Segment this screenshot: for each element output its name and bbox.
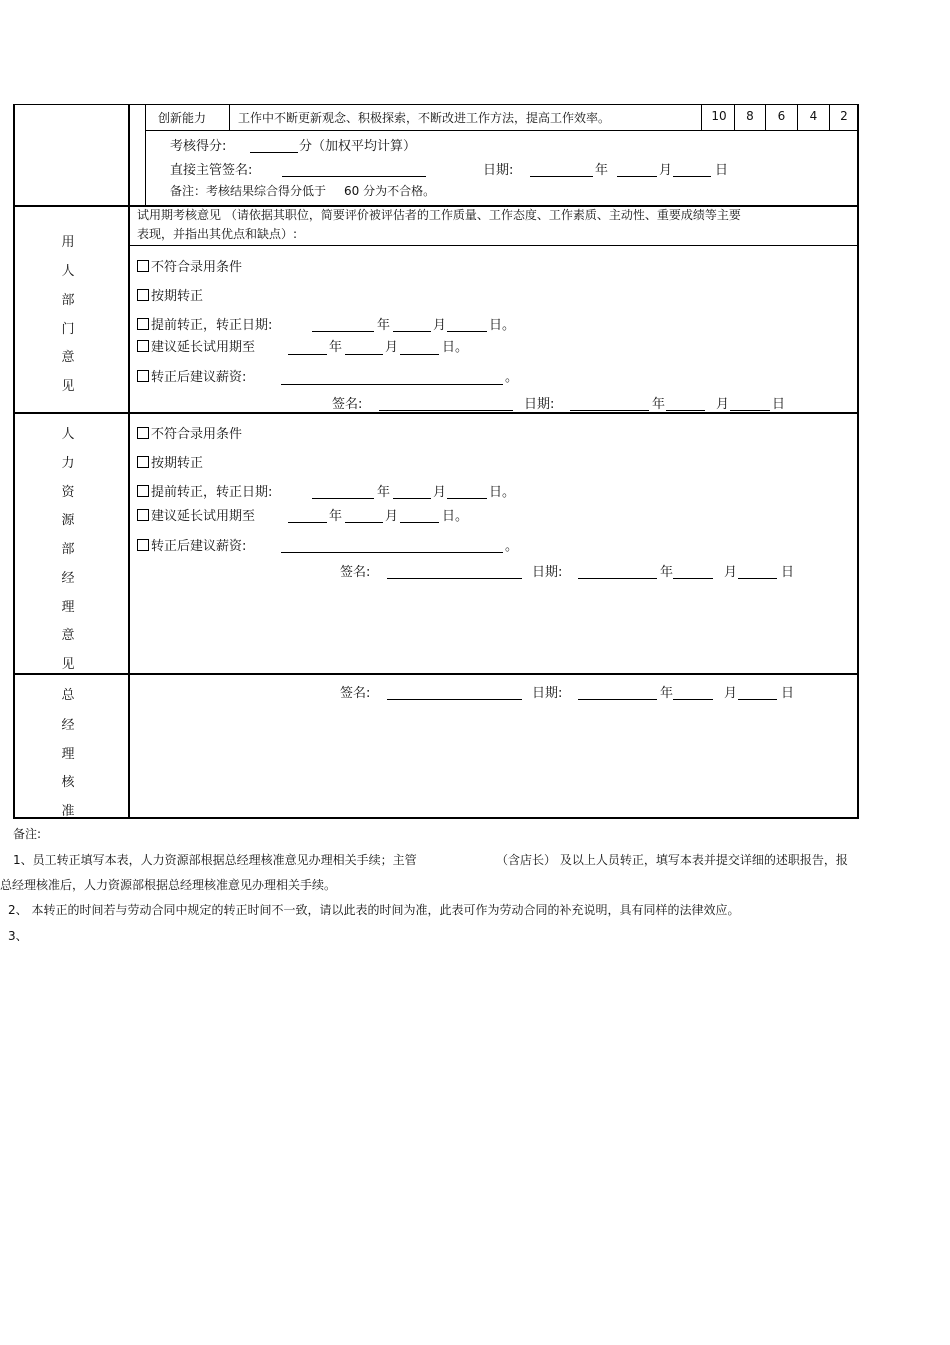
day-field[interactable] bbox=[673, 176, 711, 177]
gm-sign-field[interactable] bbox=[387, 699, 522, 700]
hr-month-field[interactable] bbox=[673, 578, 713, 579]
supervisor-sign-label: 直接主管签名: bbox=[170, 163, 253, 178]
gm-day-field[interactable] bbox=[738, 699, 777, 700]
sign-label: 签名: bbox=[340, 565, 371, 580]
checkbox[interactable] bbox=[137, 509, 149, 521]
month-label: 月 bbox=[659, 163, 673, 178]
month-label: 月 bbox=[724, 686, 738, 701]
day-label: 日 bbox=[781, 686, 795, 701]
dept-option-extend[interactable]: 建议延长试用期至 bbox=[137, 336, 255, 355]
dept-label-char: 门 bbox=[61, 322, 75, 337]
date-label: 日期: bbox=[532, 686, 563, 701]
dept-day-field[interactable] bbox=[730, 410, 770, 411]
criterion-name: 创新能力 bbox=[158, 111, 207, 125]
score-option: 10 bbox=[711, 109, 727, 123]
hr-extend-month-field[interactable] bbox=[345, 522, 383, 523]
year-field[interactable] bbox=[530, 176, 593, 177]
year-label: 年 bbox=[377, 485, 391, 500]
notes-title: 备注: bbox=[13, 827, 42, 841]
score-label: 考核得分: bbox=[170, 139, 227, 154]
sign-label: 签名: bbox=[340, 686, 371, 701]
hr-year-field[interactable] bbox=[578, 578, 657, 579]
gm-label-char: 经 bbox=[61, 718, 75, 733]
checkbox[interactable] bbox=[137, 456, 149, 468]
dept-extend-day-field[interactable] bbox=[400, 354, 439, 355]
checkbox[interactable] bbox=[137, 318, 149, 330]
sign-label: 签名: bbox=[332, 397, 363, 412]
checkbox[interactable] bbox=[137, 260, 149, 272]
day-label: 日 bbox=[715, 163, 729, 178]
period: 。 bbox=[505, 370, 519, 385]
criterion-description: 工作中不断更新观念、积极探索，不断改进工作方法，提高工作效率。 bbox=[238, 111, 611, 125]
checkbox[interactable] bbox=[137, 340, 149, 352]
note-1-part-b: （含店长） 及以上人员转正，填写本表并提交详细的述职报告，报 bbox=[496, 853, 848, 867]
hr-label-char: 源 bbox=[61, 513, 75, 528]
checkbox[interactable] bbox=[137, 427, 149, 439]
hr-label-char: 部 bbox=[61, 542, 75, 557]
score-option: 2 bbox=[840, 109, 848, 123]
gm-label-char: 总 bbox=[61, 688, 75, 703]
score-option: 6 bbox=[777, 109, 786, 123]
hr-extend-year-field[interactable] bbox=[288, 522, 327, 523]
year-label: 年 bbox=[595, 163, 609, 178]
gm-label-char: 理 bbox=[61, 747, 75, 762]
dept-label-char: 人 bbox=[61, 264, 75, 279]
dept-label-char: 部 bbox=[61, 293, 75, 308]
hr-early-year-field[interactable] bbox=[312, 498, 374, 499]
dept-salary-field[interactable] bbox=[281, 384, 503, 385]
hr-label-char: 经 bbox=[61, 571, 75, 586]
score-option: 8 bbox=[746, 109, 754, 123]
dept-option-salary[interactable]: 转正后建议薪资: bbox=[137, 366, 246, 385]
day-label: 日 bbox=[772, 397, 786, 412]
hr-label-char: 资 bbox=[61, 485, 75, 500]
date-label: 日期: bbox=[532, 565, 563, 580]
hr-option-ontime[interactable]: 按期转正 bbox=[137, 452, 203, 471]
note-2: 2、 本转正的时间若与劳动合同中规定的转正时间不一致，请以此表的时间为准，此表可作为劳动合同的补充说明，具有同样的法律效应。 bbox=[8, 903, 740, 917]
gm-label-char: 准 bbox=[61, 804, 75, 819]
note-1-part-c: 总经理核准后，人力资源部根据总经理核准意见办理相关手续。 bbox=[0, 878, 337, 892]
day-label: 日 bbox=[781, 565, 795, 580]
month-label: 月 bbox=[385, 509, 399, 524]
year-label: 年 bbox=[329, 509, 343, 524]
year-label: 年 bbox=[660, 686, 674, 701]
score-unit: 分（加权平均计算） bbox=[299, 139, 417, 154]
dept-extend-month-field[interactable] bbox=[345, 354, 383, 355]
hr-label-char: 人 bbox=[61, 427, 75, 442]
dept-year-field[interactable] bbox=[570, 410, 649, 411]
checkbox[interactable] bbox=[137, 370, 149, 382]
dept-option-early[interactable]: 提前转正，转正日期: bbox=[137, 314, 272, 333]
year-label: 年 bbox=[660, 565, 674, 580]
checkbox[interactable] bbox=[137, 289, 149, 301]
score-option: 4 bbox=[809, 109, 818, 123]
date-label: 日期: bbox=[524, 397, 555, 412]
month-label: 月 bbox=[716, 397, 730, 412]
hr-option-reject[interactable]: 不符合录用条件 bbox=[137, 423, 242, 442]
day-label: 日。 bbox=[442, 340, 469, 355]
checkbox[interactable] bbox=[137, 485, 149, 497]
month-label: 月 bbox=[433, 485, 447, 500]
dept-label-char: 见 bbox=[61, 379, 75, 394]
gm-label-char: 核 bbox=[61, 775, 75, 790]
hr-early-day-field[interactable] bbox=[447, 498, 487, 499]
dept-sign-field[interactable] bbox=[379, 410, 513, 411]
day-label: 日。 bbox=[489, 318, 516, 333]
hr-option-early[interactable]: 提前转正，转正日期: bbox=[137, 481, 272, 500]
hr-option-salary[interactable]: 转正后建议薪资: bbox=[137, 535, 246, 554]
score-note: 备注：考核结果综合得分低于 60 分为不合格。 bbox=[170, 184, 436, 198]
month-label: 月 bbox=[724, 565, 738, 580]
dept-extend-year-field[interactable] bbox=[288, 354, 327, 355]
hr-sign-field[interactable] bbox=[387, 578, 522, 579]
hr-extend-day-field[interactable] bbox=[400, 522, 439, 523]
hr-salary-field[interactable] bbox=[281, 552, 503, 553]
dept-intro-line1: 试用期考核意见 （请依据其职位，简要评价被评估者的工作质量、工作态度、工作素质、主动性、重要成绩等主要 bbox=[137, 208, 741, 222]
hr-early-month-field[interactable] bbox=[393, 498, 431, 499]
dept-intro-line2: 表现，并指出其优点和缺点）: bbox=[137, 227, 298, 241]
day-label: 日。 bbox=[442, 509, 469, 524]
supervisor-sign-field[interactable] bbox=[282, 176, 426, 177]
year-label: 年 bbox=[652, 397, 666, 412]
dept-early-day-field[interactable] bbox=[447, 331, 487, 332]
year-label: 年 bbox=[377, 318, 391, 333]
dept-option-reject[interactable]: 不符合录用条件 bbox=[137, 256, 242, 275]
month-label: 月 bbox=[433, 318, 447, 333]
gm-month-field[interactable] bbox=[673, 699, 713, 700]
period: 。 bbox=[505, 539, 519, 554]
note-3: 3、 bbox=[8, 929, 28, 943]
dept-label-char: 意 bbox=[61, 350, 75, 365]
note-1-part-a: 1、员工转正填写本表，人力资源部根据总经理核准意见办理相关手续；主管 bbox=[13, 853, 417, 867]
month-label: 月 bbox=[385, 340, 399, 355]
hr-option-extend[interactable]: 建议延长试用期至 bbox=[137, 505, 255, 524]
dept-early-year-field[interactable] bbox=[312, 331, 374, 332]
dept-label-char: 用 bbox=[61, 235, 75, 250]
day-label: 日。 bbox=[489, 485, 516, 500]
hr-label-char: 力 bbox=[61, 456, 75, 471]
year-label: 年 bbox=[329, 340, 343, 355]
hr-label-char: 见 bbox=[61, 657, 75, 672]
dept-early-month-field[interactable] bbox=[393, 331, 431, 332]
dept-option-ontime[interactable]: 按期转正 bbox=[137, 285, 203, 304]
hr-day-field[interactable] bbox=[738, 578, 777, 579]
hr-label-char: 意 bbox=[61, 628, 75, 643]
gm-year-field[interactable] bbox=[578, 699, 657, 700]
checkbox[interactable] bbox=[137, 539, 149, 551]
dept-month-field[interactable] bbox=[666, 410, 705, 411]
date-label: 日期: bbox=[483, 163, 514, 178]
month-field[interactable] bbox=[617, 176, 657, 177]
score-field[interactable] bbox=[250, 152, 298, 153]
hr-label-char: 理 bbox=[61, 600, 75, 615]
